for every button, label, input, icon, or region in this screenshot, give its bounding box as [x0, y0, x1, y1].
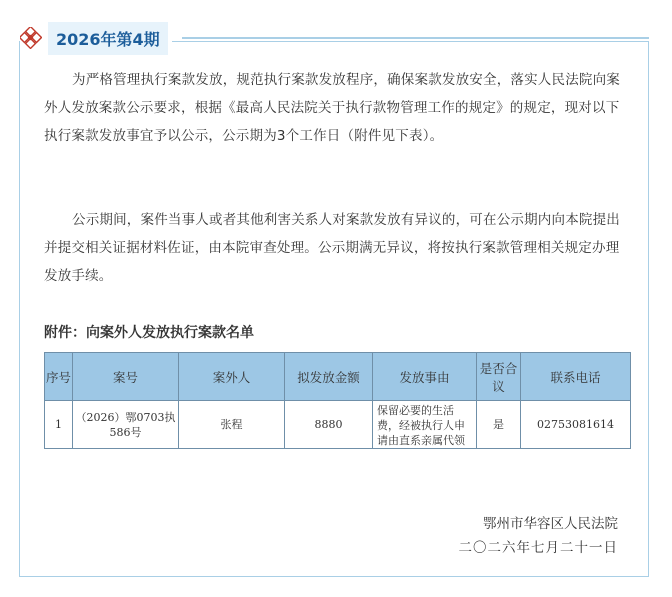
cell-person: 张程 — [179, 401, 285, 449]
paragraph-2-text: 公示期间，案件当事人或者其他利害关系人对案款发放有异议的，可在公示期内向本院提出并提交相关证据材料佐证，由本院审查处理。公示期满无异议，将按执行案款管理相关规定办理发放手续。 — [44, 212, 620, 284]
notice-paragraph-2 — [44, 206, 632, 290]
cell-reason: 保留必要的生活费，经被执行人申请由直系亲属代领 — [373, 401, 477, 449]
header-amount: 拟发放金额 — [285, 353, 373, 401]
cell-amount: 8880 — [285, 401, 373, 449]
court-signature: 鄂州市华容区人民法院 — [483, 516, 618, 532]
notice-paragraph-1 — [44, 66, 632, 150]
cell-joint: 是 — [477, 401, 521, 449]
table-row — [45, 401, 631, 449]
header-person: 案外人 — [179, 353, 285, 401]
header-case: 案号 — [73, 353, 179, 401]
paragraph-1-text: 为严格管理执行案款发放，规范执行案款发放程序，确保案款发放安全，落实人民法院向案外人发放案款公示要求，根据《最高人民法院关于执行款物管理工作的规定》的规定，现对以下执行案款发放事宜予以公示，公示期为3个工作日（附件见下表）。 — [44, 72, 620, 144]
issue-title: 2026年第4期 — [48, 22, 168, 55]
header-reason: 发放事由 — [373, 353, 477, 401]
issue-header — [20, 22, 172, 54]
signature-date: 二〇二六年七月二十一日 — [458, 540, 618, 556]
attachment-title: 附件：向案外人发放执行案款名单 — [44, 325, 254, 341]
header-joint: 是否合议 — [477, 353, 521, 401]
header-no: 序号 — [45, 353, 73, 401]
cell-phone: 02753081614 — [521, 401, 631, 449]
payout-table — [44, 352, 631, 449]
diamond-ornament-icon — [20, 27, 42, 49]
header-phone: 联系电话 — [521, 353, 631, 401]
cell-no: 1 — [45, 401, 73, 449]
header-rule — [182, 37, 649, 39]
cell-case: （2026）鄂0703执586号 — [73, 401, 179, 449]
table-header-row — [45, 353, 631, 401]
